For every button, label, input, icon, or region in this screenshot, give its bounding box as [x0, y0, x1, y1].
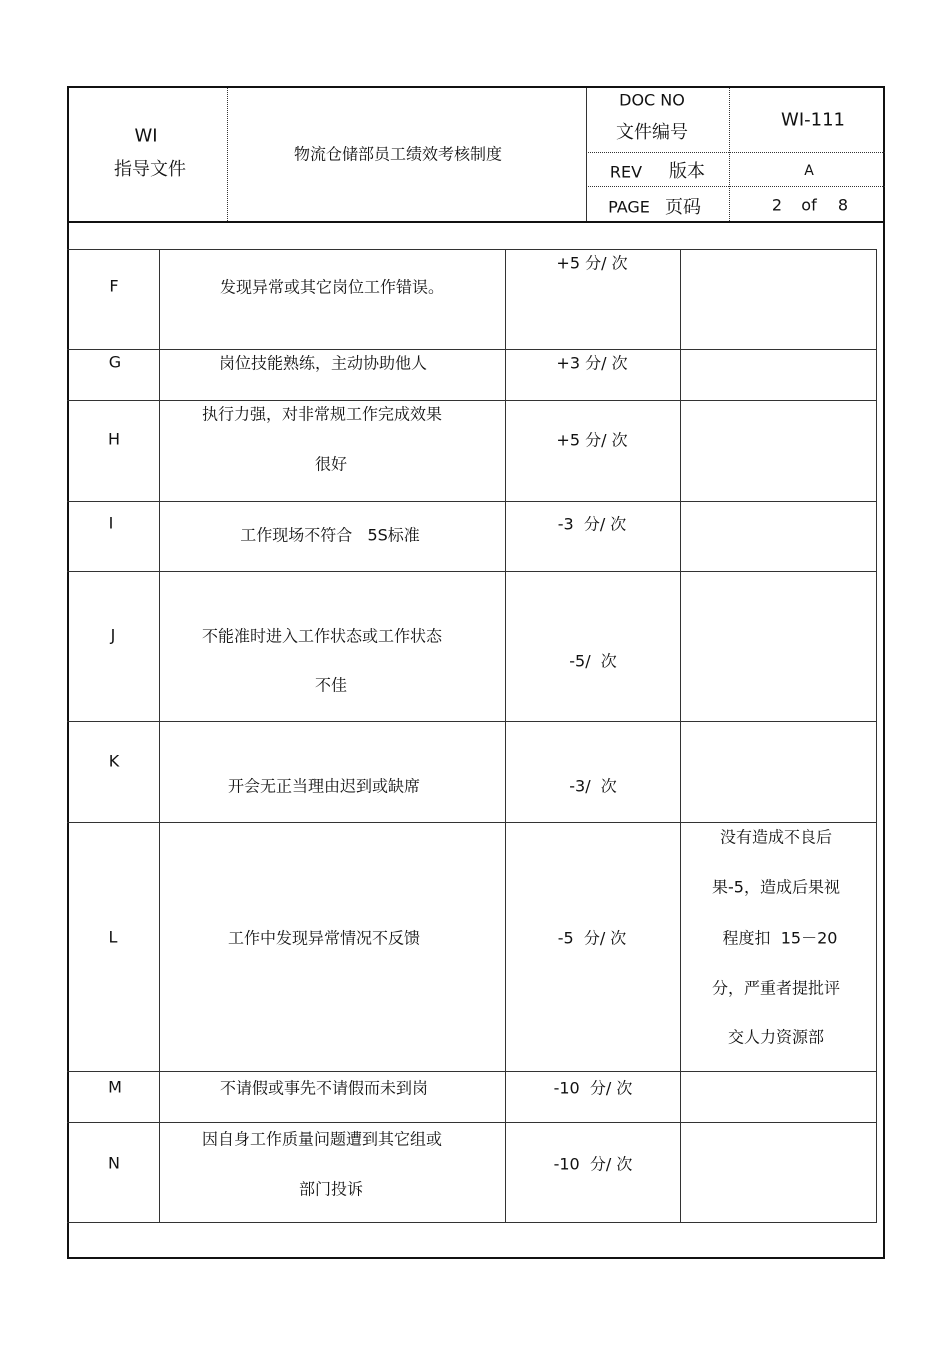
row-divider — [67, 1122, 877, 1123]
row-score: -3 分/ 次 — [557, 514, 627, 534]
header-divider — [586, 88, 587, 221]
rev-label-cn: 版本 — [669, 161, 705, 182]
header-bottom-divider — [67, 221, 885, 223]
row-divider — [67, 400, 877, 401]
column-divider — [680, 249, 681, 1223]
row-item-line: 不能准时进入工作状态或工作状态 — [201, 626, 443, 646]
row-note-line: 交人力资源部 — [727, 1027, 825, 1047]
row-item: 不请假或事先不请假而未到岗 — [219, 1078, 429, 1098]
header-divider — [586, 152, 885, 153]
row-item-line: 执行力强，对非常规工作完成效果 — [201, 404, 443, 424]
row-code: K — [108, 751, 120, 771]
column-divider — [505, 249, 506, 1223]
row-score: +5 分/ 次 — [556, 253, 628, 273]
row-code: M — [108, 1077, 122, 1097]
column-divider — [159, 249, 160, 1223]
row-code: L — [108, 927, 118, 947]
row-item-line: 部门投诉 — [298, 1179, 364, 1199]
row-note-line: 程度扣 15－20 — [722, 928, 838, 948]
rev-value: A — [804, 163, 814, 179]
table-outline — [67, 249, 877, 1223]
row-item-line: 因自身工作质量问题遭到其它组或 — [201, 1129, 443, 1149]
row-divider — [67, 349, 877, 350]
row-item-line: 不佳 — [314, 675, 348, 695]
row-score: -3/ 次 — [569, 776, 617, 796]
doc-no-label: DOC NO — [619, 90, 685, 110]
row-code: H — [107, 429, 121, 449]
row-code: G — [108, 352, 122, 372]
row-item: 工作现场不符合 5S标准 — [240, 525, 420, 545]
page-label-cn: 页码 — [665, 197, 701, 218]
page-label: PAGE — [608, 197, 650, 217]
document-title: 物流仓储部员工绩效考核制度 — [293, 144, 503, 164]
row-score: -10 分/ 次 — [553, 1078, 633, 1098]
row-divider — [67, 501, 877, 502]
row-divider — [67, 1071, 877, 1072]
header-divider — [227, 88, 228, 221]
row-divider — [67, 822, 877, 823]
wi-label: 指导文件 — [114, 159, 186, 180]
header-divider — [729, 88, 730, 221]
page-current: 2 — [771, 195, 783, 215]
row-item: 开会无正当理由迟到或缺席 — [227, 776, 421, 796]
header-divider — [586, 186, 885, 187]
doc-no-label-cn: 文件编号 — [616, 122, 688, 143]
row-code: I — [108, 513, 114, 533]
row-divider — [67, 721, 877, 722]
page-total: 8 — [837, 195, 849, 215]
row-item: 岗位技能熟练，主动协助他人 — [218, 353, 428, 373]
row-score: -5 分/ 次 — [557, 928, 627, 948]
row-code: F — [109, 276, 119, 296]
row-item-line: 很好 — [314, 454, 348, 474]
wi-code: WI — [134, 125, 158, 147]
row-divider — [67, 571, 877, 572]
page-of: of — [801, 195, 817, 215]
row-score: -5/ 次 — [569, 651, 617, 671]
row-note-line: 果-5，造成后果视 — [712, 877, 840, 897]
row-code: N — [108, 1153, 120, 1173]
row-item: 工作中发现异常情况不反馈 — [227, 928, 421, 948]
row-item: 发现异常或其它岗位工作错误。 — [219, 277, 445, 297]
row-score: +3 分/ 次 — [556, 353, 628, 373]
row-note-line: 没有造成不良后 — [719, 827, 833, 847]
row-score: +5 分/ 次 — [556, 430, 628, 450]
row-note-line: 分，严重者提批评 — [711, 978, 841, 998]
rev-label: REV — [609, 162, 643, 182]
row-code: J — [110, 625, 116, 645]
row-score: -10 分/ 次 — [553, 1154, 633, 1174]
doc-no-value: WI-111 — [781, 109, 845, 131]
